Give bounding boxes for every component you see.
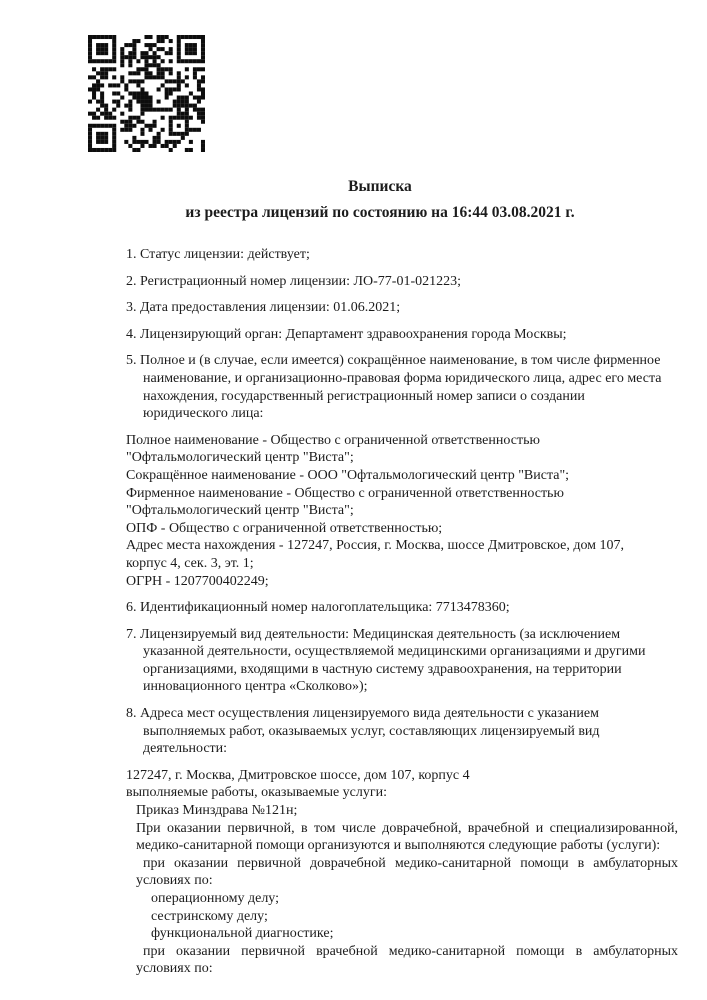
- doc-line: организациями, входящими в частную систему здравоохранения, на территории: [143, 661, 622, 677]
- document-header: [126, 177, 634, 223]
- doc-line: условиях по:: [136, 873, 213, 889]
- doc-line: Полное наименование - Общество с ограниченной ответственностью: [126, 432, 540, 448]
- doc-block: [126, 246, 678, 264]
- doc-block: [126, 273, 678, 291]
- doc-block: [126, 326, 678, 344]
- doc-line: указанной деятельности, осуществляемой медицинскими организациями и другими: [143, 644, 646, 660]
- doc-body: [126, 246, 678, 978]
- doc-line: 1. Статус лицензии: действует;: [126, 247, 310, 262]
- doc-subtitle: из реестра лицензий по состоянию на 16:44 03.08.2021 г.: [185, 204, 575, 221]
- doc-block: [126, 432, 678, 590]
- doc-line: 4. Лицензирующий орган: Департамент здравоохранения города Москвы;: [126, 326, 567, 342]
- doc-line: 8. Адреса мест осуществления лицензируемого вида деятельности с указанием: [126, 706, 599, 722]
- doc-line: условиях по:: [136, 961, 213, 977]
- doc-line: деятельности:: [143, 741, 228, 757]
- document-content: [126, 0, 678, 978]
- doc-line: 6. Идентификационный номер налогоплательщика: 7713478360;: [126, 600, 510, 616]
- doc-line: 7. Лицензируемый вид деятельности: Медицинская деятельность (за исключением: [126, 626, 621, 642]
- doc-block: [126, 626, 678, 696]
- doc-line: сестринскому делу;: [151, 908, 268, 924]
- doc-line: 127247, г. Москва, Дмитровское шоссе, дом 107, корпус 4: [126, 767, 470, 783]
- doc-line: корпус 4, сек. 3, эт. 1;: [126, 555, 254, 571]
- doc-line: 2. Регистрационный номер лицензии: ЛО-77-01-021223;: [126, 273, 461, 289]
- doc-line: 5. Полное и (в случае, если имеется) сокращённое наименование, в том числе фирменное: [126, 353, 661, 369]
- doc-block: [126, 767, 678, 785]
- doc-line: "Офтальмологический центр "Виста";: [126, 450, 354, 466]
- doc-block: [126, 299, 678, 317]
- doc-block: [126, 599, 678, 617]
- doc-line: Сокращённое наименование - ООО "Офтальмологический центр "Виста";: [126, 467, 570, 483]
- doc-line: при оказании первичной доврачебной медико-санитарной помощи в амбулаторных: [143, 855, 678, 871]
- doc-line: Фирменное наименование - Общество с ограниченной ответственностью: [126, 485, 564, 501]
- doc-line: нахождения, государственный регистрационный номер записи о создании: [143, 388, 585, 404]
- doc-line: инновационного центра «Сколково»);: [143, 679, 368, 695]
- doc-line: выполняемых работ, оказываемых услуг, составляющих лицензируемый вид: [143, 723, 600, 739]
- doc-block: [126, 705, 678, 758]
- doc-line: юридического лица:: [143, 406, 264, 422]
- doc-block: [126, 784, 678, 978]
- doc-block: [126, 352, 678, 422]
- doc-line: выполняемые работы, оказываемые услуги:: [126, 785, 388, 801]
- doc-line: При оказании первичной, в том числе доврачебной, врачебной и специализированной,: [136, 820, 678, 836]
- doc-line: функциональной диагностике;: [151, 926, 334, 942]
- doc-line: операционному делу;: [151, 891, 280, 906]
- doc-line: Адрес места нахождения - 127247, Россия, г. Москва, шоссе Дмитровское, дом 107,: [126, 538, 625, 554]
- doc-line: ОПФ - Общество с ограниченной ответственностью;: [126, 520, 443, 536]
- doc-line: ОГРН - 1207700402249;: [126, 573, 269, 589]
- doc-line: наименование, и организационно-правовая форма юридического лица, адрес его места: [143, 370, 662, 386]
- doc-line: медико-санитарной помощи организуются и выполняются следующие работы (услуги):: [136, 838, 661, 854]
- doc-line: при оказании первичной врачебной медико-санитарной помощи в амбулаторных: [143, 943, 678, 959]
- doc-line: "Офтальмологический центр "Виста";: [126, 503, 354, 519]
- doc-line: 3. Дата предоставления лицензии: 01.06.2021;: [126, 300, 401, 316]
- doc-title: Выписка: [348, 178, 412, 195]
- doc-line: Приказ Минздрава №121н;: [136, 803, 298, 819]
